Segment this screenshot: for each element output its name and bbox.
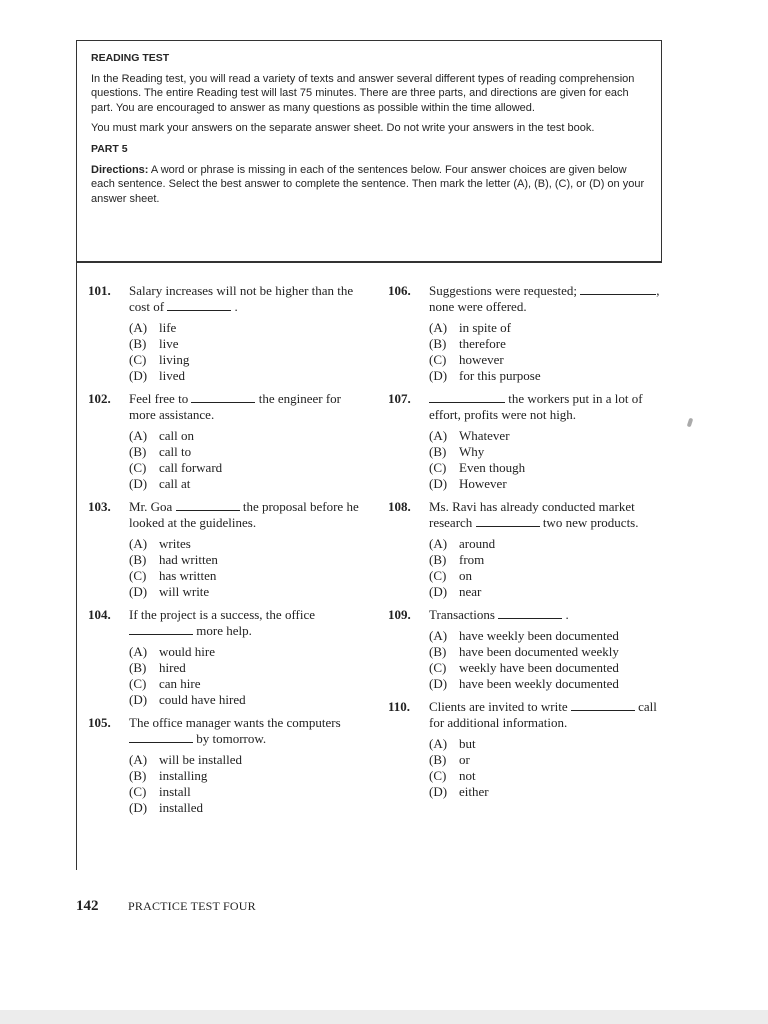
choice-text: have weekly been documented xyxy=(459,628,619,643)
choice-text: for this purpose xyxy=(459,368,541,383)
answer-blank xyxy=(129,733,193,743)
question-number: 102. xyxy=(88,391,111,406)
choice-letter: (B) xyxy=(129,660,147,675)
choice-text: life xyxy=(159,320,177,335)
choice-letter: (C) xyxy=(429,352,447,367)
choice-text: installed xyxy=(159,800,204,815)
answer-choice xyxy=(129,476,360,492)
choice-text: however xyxy=(459,352,504,367)
answer-choice xyxy=(429,460,660,476)
choice-text: call at xyxy=(159,476,191,491)
choice-text: could have hired xyxy=(159,692,246,707)
answer-choices xyxy=(429,736,660,800)
question-109 xyxy=(388,607,660,692)
answer-choices xyxy=(129,320,360,384)
answer-choice xyxy=(129,368,360,384)
choice-letter: (C) xyxy=(429,768,447,783)
answer-choice xyxy=(129,644,360,660)
choice-text: therefore xyxy=(459,336,506,351)
answer-choices xyxy=(129,428,360,492)
instructions-paragraph: In the Reading test, you will read a variety of texts and answer several different types of reading comprehension questions. The entire Reading test will last 75 minutes. There are three parts, and directions are given for each part. You are encouraged to answer as many questions as possible within the time allowed. xyxy=(91,72,635,114)
answer-choice xyxy=(429,336,660,352)
reading-test-title: READING TEST xyxy=(91,52,170,64)
answer-choice xyxy=(129,784,360,800)
choice-text: but xyxy=(459,736,476,751)
page-edge xyxy=(0,1010,768,1024)
answer-choice xyxy=(429,428,660,444)
answer-choice xyxy=(429,320,660,336)
stem-part: more help. xyxy=(193,623,252,638)
instructions-paragraph: You must mark your answers on the separate answer sheet. Do not write your answers in the test book. xyxy=(91,122,595,135)
choice-letter: (C) xyxy=(129,460,147,475)
page-footer xyxy=(76,898,256,915)
stem-part: . xyxy=(562,607,569,622)
choice-text: will be installed xyxy=(159,752,243,767)
choice-letter: (B) xyxy=(129,552,147,567)
choice-letter: (A) xyxy=(429,536,448,551)
choice-text: weekly have been documented xyxy=(459,660,619,675)
question-number: 103. xyxy=(88,499,111,514)
question-number: 106. xyxy=(388,283,411,298)
question-stem xyxy=(88,283,360,315)
choice-text: either xyxy=(459,784,489,799)
stem-part: Transactions xyxy=(429,607,499,622)
answer-blank xyxy=(571,701,635,711)
answer-choices xyxy=(429,428,660,492)
question-107 xyxy=(388,391,660,492)
choice-text: would hire xyxy=(159,644,215,659)
choice-letter: (C) xyxy=(429,660,447,675)
answer-choice xyxy=(429,476,660,492)
choice-letter: (D) xyxy=(129,476,148,491)
answer-choice xyxy=(129,660,360,676)
answer-choices xyxy=(129,536,360,600)
answer-choice xyxy=(429,660,660,676)
directions-label: Directions: xyxy=(91,163,149,176)
choice-text: can hire xyxy=(159,676,201,691)
answer-choices xyxy=(429,536,660,600)
stem-part: by tomorrow. xyxy=(193,731,267,746)
question-105 xyxy=(88,715,360,816)
choice-letter: (B) xyxy=(429,552,447,567)
choice-text: around xyxy=(459,536,496,551)
choice-letter: (D) xyxy=(129,368,148,383)
choice-text: writes xyxy=(159,536,191,551)
question-103 xyxy=(88,499,360,600)
question-101 xyxy=(88,283,360,384)
choice-letter: (C) xyxy=(129,352,147,367)
choice-text: However xyxy=(459,476,507,491)
answer-choice xyxy=(129,444,360,460)
instructions-box xyxy=(76,40,662,262)
question-stem xyxy=(388,607,660,623)
choice-letter: (D) xyxy=(429,676,448,691)
answer-choice xyxy=(129,676,360,692)
choice-letter: (A) xyxy=(129,752,148,767)
answer-choice xyxy=(429,352,660,368)
question-number: 101. xyxy=(88,283,111,298)
choice-text: on xyxy=(459,568,472,583)
choice-text: Why xyxy=(459,444,485,459)
answer-choice xyxy=(129,320,360,336)
choice-text: installing xyxy=(159,768,208,783)
question-column-right xyxy=(388,283,660,807)
choice-text: in spite of xyxy=(459,320,511,335)
choice-letter: (A) xyxy=(429,628,448,643)
stem-part: the engineer for more assistance. xyxy=(129,391,341,422)
choice-letter: (D) xyxy=(429,476,448,491)
choice-text: Even though xyxy=(459,460,526,475)
answer-choices xyxy=(129,644,360,708)
answer-choice xyxy=(429,552,660,568)
question-stem xyxy=(88,607,360,639)
question-number: 108. xyxy=(388,499,411,514)
directions-text: A word or phrase is missing in each of the sentences below. Four answer choices are given below each sentence. Select the best answer to complete the sentence. Then mark the letter (A), (B), (C), or (D) on your answer sheet. xyxy=(91,163,645,205)
answer-choice xyxy=(129,800,360,816)
answer-choice xyxy=(129,584,360,600)
choice-letter: (D) xyxy=(429,368,448,383)
question-number: 105. xyxy=(88,715,111,730)
question-104 xyxy=(88,607,360,708)
section-divider xyxy=(76,262,662,263)
choice-text: call to xyxy=(159,444,192,459)
choice-letter: (B) xyxy=(129,336,147,351)
choice-letter: (B) xyxy=(429,336,447,351)
question-text xyxy=(429,499,660,531)
answer-blank xyxy=(129,625,193,635)
choice-letter: (D) xyxy=(129,692,148,707)
answer-choice xyxy=(129,336,360,352)
choice-letter: (B) xyxy=(429,644,447,659)
choice-letter: (A) xyxy=(129,428,148,443)
question-text xyxy=(129,715,360,747)
question-number: 110. xyxy=(388,699,411,714)
choice-text: living xyxy=(159,352,190,367)
question-text xyxy=(429,699,660,731)
question-108 xyxy=(388,499,660,600)
choice-letter: (B) xyxy=(129,768,147,783)
stem-part: call for additional information. xyxy=(429,699,657,730)
answer-choices xyxy=(429,628,660,692)
choice-text: near xyxy=(459,584,482,599)
choice-letter: (C) xyxy=(129,568,147,583)
choice-text: lived xyxy=(159,368,185,383)
answer-choice xyxy=(429,568,660,584)
choice-letter: (D) xyxy=(429,784,448,799)
directions xyxy=(91,163,647,207)
page-number: 142 xyxy=(76,898,99,914)
question-text xyxy=(129,391,360,423)
answer-choice xyxy=(129,692,360,708)
stem-part: Clients are invited to write xyxy=(429,699,571,714)
stem-part: The office manager wants the computers xyxy=(129,715,341,730)
choice-letter: (D) xyxy=(429,584,448,599)
choice-text: or xyxy=(459,752,470,767)
answer-choice xyxy=(429,584,660,600)
choice-letter: (B) xyxy=(429,752,447,767)
question-110 xyxy=(388,699,660,800)
left-margin-rule xyxy=(76,262,77,870)
choice-letter: (A) xyxy=(129,536,148,551)
question-text xyxy=(129,499,360,531)
answer-choice xyxy=(129,536,360,552)
choice-letter: (C) xyxy=(429,568,447,583)
answer-choice xyxy=(129,460,360,476)
question-text xyxy=(129,283,360,315)
stem-part: Mr. Goa xyxy=(129,499,176,514)
choice-letter: (A) xyxy=(129,320,148,335)
answer-choice xyxy=(429,368,660,384)
stem-part: . xyxy=(231,299,238,314)
stem-part: the proposal before he looked at the guidelines. xyxy=(129,499,359,530)
answer-choice xyxy=(429,644,660,660)
stray-pen-mark xyxy=(687,418,694,428)
question-text xyxy=(429,607,660,623)
answer-choices xyxy=(129,752,360,816)
choice-letter: (A) xyxy=(129,644,148,659)
choice-text: will write xyxy=(159,584,210,599)
answer-choice xyxy=(129,428,360,444)
answer-blank xyxy=(580,285,656,295)
choice-letter: (B) xyxy=(129,444,147,459)
choice-letter: (C) xyxy=(129,784,147,799)
stem-part: Feel free to xyxy=(129,391,192,406)
question-stem xyxy=(388,391,660,423)
answer-choice xyxy=(429,536,660,552)
answer-choice xyxy=(429,736,660,752)
stem-part: Suggestions were requested; xyxy=(429,283,581,298)
question-text xyxy=(429,391,660,423)
question-stem xyxy=(88,715,360,747)
question-text xyxy=(129,607,360,639)
answer-choices xyxy=(429,320,660,384)
choice-text: Whatever xyxy=(459,428,510,443)
answer-choice xyxy=(429,444,660,460)
answer-choice xyxy=(429,784,660,800)
part-title: PART 5 xyxy=(91,142,128,155)
footer-title: PRACTICE TEST FOUR xyxy=(128,899,256,913)
stem-part: Salary increases will not be higher than the cost of xyxy=(129,283,354,314)
answer-choice xyxy=(129,352,360,368)
answer-choice xyxy=(129,568,360,584)
stem-part: , none were offered. xyxy=(429,283,660,314)
choice-letter: (A) xyxy=(429,320,448,335)
question-number: 104. xyxy=(88,607,111,622)
choice-letter: (C) xyxy=(129,676,147,691)
question-102 xyxy=(88,391,360,492)
stem-part: the workers put in a lot of effort, profits were not high. xyxy=(429,391,643,422)
answer-choice xyxy=(129,552,360,568)
choice-text: have been weekly documented xyxy=(459,676,619,691)
choice-text: call on xyxy=(159,428,195,443)
question-number: 107. xyxy=(388,391,411,406)
choice-text: install xyxy=(159,784,191,799)
choice-letter: (D) xyxy=(129,584,148,599)
answer-choice xyxy=(129,752,360,768)
question-106 xyxy=(388,283,660,384)
choice-letter: (C) xyxy=(429,460,447,475)
choice-text: live xyxy=(159,336,179,351)
choice-letter: (B) xyxy=(429,444,447,459)
choice-text: had written xyxy=(159,552,218,567)
answer-blank xyxy=(176,501,240,511)
answer-blank xyxy=(429,393,505,403)
question-stem xyxy=(388,499,660,531)
answer-choice xyxy=(429,628,660,644)
question-number: 109. xyxy=(388,607,411,622)
answer-blank xyxy=(498,609,562,619)
answer-blank xyxy=(476,517,540,527)
choice-text: has written xyxy=(159,568,217,583)
choice-letter: (A) xyxy=(429,428,448,443)
answer-blank xyxy=(191,393,255,403)
question-text xyxy=(429,283,660,315)
question-stem xyxy=(388,699,660,731)
choice-text: have been documented weekly xyxy=(459,644,619,659)
choice-letter: (D) xyxy=(129,800,148,815)
answer-choice xyxy=(429,676,660,692)
question-stem xyxy=(88,391,360,423)
question-stem xyxy=(388,283,660,315)
answer-choice xyxy=(429,752,660,768)
stem-part: If the project is a success, the office xyxy=(129,607,316,622)
choice-text: not xyxy=(459,768,476,783)
question-column-left xyxy=(88,283,360,823)
choice-text: from xyxy=(459,552,485,567)
answer-choice xyxy=(429,768,660,784)
answer-choice xyxy=(129,768,360,784)
choice-text: call forward xyxy=(159,460,223,475)
choice-letter: (A) xyxy=(429,736,448,751)
choice-text: hired xyxy=(159,660,186,675)
question-stem xyxy=(88,499,360,531)
stem-part: two new products. xyxy=(539,515,639,530)
stem-part: Ms. Ravi has already conducted market research xyxy=(429,499,635,530)
answer-blank xyxy=(167,301,231,311)
